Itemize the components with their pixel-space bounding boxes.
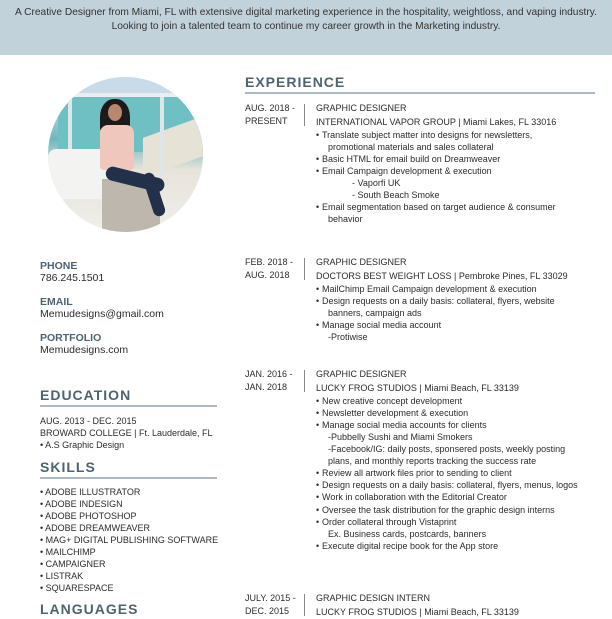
job-date-end: DEC. 2015 — [245, 605, 290, 616]
job-bullet-detail: -Facebook/IG: daily posts, sponsered posts, weekly posting — [328, 444, 566, 455]
skills-rule — [40, 477, 217, 479]
skill-item: • MAILCHIMP — [40, 546, 218, 558]
email-value[interactable]: Memudesigns@gmail.com — [40, 308, 164, 320]
skill-item: • ADOBE INDESIGN — [40, 498, 218, 510]
education-degree: • A.S Graphic Design — [40, 440, 125, 450]
job-company: LUCKY FROG STUDIOS | Miami Beach, FL 33139 — [316, 382, 519, 393]
education-dates: AUG. 2013 - DEC. 2015 — [40, 416, 137, 426]
job-bullet-detail: -Protiwise — [328, 332, 368, 343]
job-bullet: • Design requests on a daily basis: collateral, flyers, website — [316, 295, 606, 307]
job-dates — [245, 592, 301, 617]
job-bullet-detail: plans, and monthly reports tracking the success rate — [328, 456, 537, 467]
job-bullet: • Translate subject matter into designs for newsletters, — [316, 129, 606, 141]
job-bullet-detail: promotional materials and sales collateral — [328, 141, 494, 152]
job-bullet-detail: Ex. Business cards, postcards, banners — [328, 528, 487, 539]
job-company: INTERNATIONAL VAPOR GROUP | Miami Lakes, FL 33016 — [316, 116, 557, 127]
job-date-start: AUG. 2018 - — [245, 103, 296, 113]
job-divider — [304, 594, 305, 616]
job-bullet: • Newsletter development & execution — [316, 407, 606, 419]
job-bullet: • Manage social media accounts for clients — [316, 419, 606, 431]
summary-text: A Creative Designer from Miami, FL with extensive digital marketing experience in the hospitality, weightloss, and vaping industry. Looking to join a talented team to continue my career growth in the Marketing industry. — [15, 7, 597, 32]
job-date-end: JAN. 2018 — [245, 381, 288, 392]
job-details — [316, 102, 606, 225]
job-date-end: PRESENT — [245, 115, 288, 126]
education-block — [40, 415, 213, 451]
job-bullet: • Execute digital recipe book for the App store — [316, 540, 606, 552]
job-bullet: • MailChimp Email Campaign development & execution — [316, 283, 606, 295]
summary-banner — [0, 0, 612, 55]
skill-item: • ADOBE PHOTOSHOP — [40, 510, 218, 522]
job-dates — [245, 256, 301, 281]
job-bullet: • New creative concept development — [316, 395, 606, 407]
experience-heading: EXPERIENCE — [245, 74, 346, 90]
skill-item: • LISTRAK — [40, 570, 218, 582]
job-date-start: FEB. 2018 - — [245, 257, 294, 267]
job-bullet: • Design requests on a daily basis: collateral, flyers, menus, logos — [316, 479, 606, 491]
job-bullet: • Work in collaboration with the Editorial Creator — [316, 491, 606, 503]
job-bullet: • Basic HTML for email build on Dreamweaver — [316, 153, 606, 165]
skill-item: • ADOBE DREAMWEAVER — [40, 522, 218, 534]
job-divider — [304, 258, 305, 280]
job-divider — [304, 370, 305, 392]
skill-item: • CAMPAIGNER — [40, 558, 218, 570]
phone-value: 786.245.1501 — [40, 272, 105, 284]
skills-list — [40, 486, 218, 594]
job-title: GRAPHIC DESIGN INTERN — [316, 593, 431, 603]
job-details — [316, 592, 606, 619]
skills-heading: SKILLS — [40, 459, 96, 475]
languages-heading: LANGUAGES — [40, 601, 139, 617]
portfolio-value[interactable]: Memudesigns.com — [40, 344, 129, 356]
skill-item: • ADOBE ILLUSTRATOR — [40, 486, 218, 498]
job-date-start: JAN. 2016 - — [245, 369, 293, 379]
portfolio-label: PORTFOLIO — [40, 332, 102, 344]
job-details — [316, 368, 606, 552]
job-bullet-detail: - Vaporfi UK — [352, 178, 401, 189]
job-bullet: • Oversee the task distribution for the graphic design interns — [316, 504, 606, 516]
job-bullet-detail: banners, campaign ads — [328, 307, 422, 318]
job-title: GRAPHIC DESIGNER — [316, 369, 407, 379]
job-dates — [245, 368, 301, 393]
job-bullet: • Manage social media account — [316, 319, 606, 331]
job-bullet-detail: - South Beach Smoke — [352, 190, 440, 201]
job-dates — [245, 102, 301, 127]
job-bullet: • Email segmentation based on target audience & consumer — [316, 201, 606, 213]
education-school: BROWARD COLLEGE | Ft. Lauderdale, FL — [40, 428, 213, 438]
job-company: DOCTORS BEST WEIGHT LOSS | Pembroke Pines, FL 33029 — [316, 270, 568, 281]
skill-item: • SQUARESPACE — [40, 582, 218, 594]
email-label: EMAIL — [40, 296, 73, 308]
job-title: GRAPHIC DESIGNER — [316, 103, 407, 113]
phone-label: PHONE — [40, 260, 78, 272]
job-bullet-detail: behavior — [328, 214, 363, 225]
job-bullet: • Review all artwork files prior to sending to client — [316, 467, 606, 479]
job-company: LUCKY FROG STUDIOS | Miami Beach, FL 33139 — [316, 606, 519, 617]
job-bullet: • Order collateral through Vistaprint — [316, 516, 606, 528]
education-rule — [40, 405, 217, 407]
job-details — [316, 256, 606, 343]
job-title: GRAPHIC DESIGNER — [316, 257, 407, 267]
job-date-start: JULY. 2015 - — [245, 593, 296, 603]
profile-photo — [48, 77, 203, 232]
experience-rule — [245, 92, 595, 94]
job-date-end: AUG. 2018 — [245, 269, 290, 280]
skill-item: • MAG+ DIGITAL PUBLISHING SOFTWARE — [40, 534, 218, 546]
job-divider — [304, 104, 305, 126]
job-bullet: • Email Campaign development & execution — [316, 165, 606, 177]
education-heading: EDUCATION — [40, 387, 132, 403]
job-bullet-detail: -Pubbelly Sushi and Miami Smokers — [328, 431, 473, 442]
